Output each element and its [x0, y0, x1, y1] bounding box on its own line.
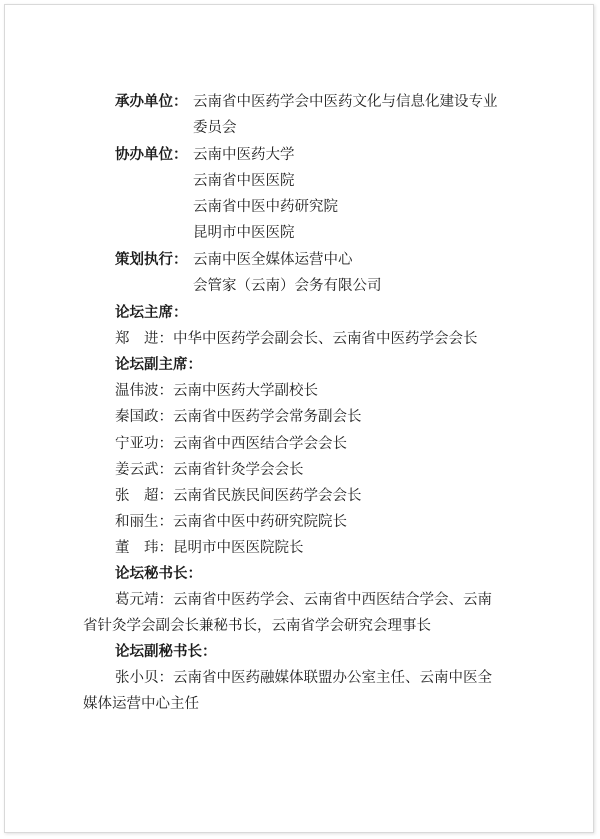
co-organizer-item: 云南中医药大学 — [193, 147, 295, 163]
secretary-general-label: 论坛秘书长： — [115, 565, 202, 582]
deputy-secretary-line-1: 张小贝：云南省中医药融媒体联盟办公室主任、云南中医全 — [115, 670, 492, 686]
vice-chairman-item: 姜云武：云南省针灸学会会长 — [115, 462, 304, 478]
vice-chairman-item: 董 玮：昆明市中医医院院长 — [115, 540, 304, 556]
co-organizer-item: 云南省中医中药研究院 — [193, 199, 338, 215]
co-organizer-item: 昆明市中医医院 — [193, 225, 295, 241]
vice-chairman-item: 和丽生：云南省中医中药研究院院长 — [115, 514, 347, 530]
document-page — [4, 4, 594, 833]
secretary-general-line-1: 葛元靖：云南省中医药学会、云南省中西医结合学会、云南 — [115, 592, 492, 608]
planning-item: 会管家（云南）会务有限公司 — [193, 278, 382, 294]
vice-chairmen-label: 论坛副主席： — [115, 356, 202, 373]
chairman-label: 论坛主席： — [115, 304, 188, 321]
organizer-label: 承办单位： — [115, 93, 188, 110]
vice-chairman-item: 张 超：云南省民族民间医药学会会长 — [115, 488, 362, 504]
deputy-secretary-label: 论坛副秘书长： — [115, 643, 217, 660]
secretary-general-line-2: 省针灸学会副会长兼秘书长，云南省学会研究会理事长 — [83, 618, 431, 634]
chairman-line: 郑 进：中华中医药学会副会长、云南省中医药学会会长 — [115, 331, 478, 347]
deputy-secretary-line-2: 媒体运营中心主任 — [83, 696, 199, 712]
organizer-line-1: 云南省中医药学会中医药文化与信息化建设专业 — [193, 94, 498, 110]
vice-chairman-item: 宁亚功：云南省中西医结合学会会长 — [115, 436, 347, 452]
vice-chairman-item: 温伟波：云南中医药大学副校长 — [115, 383, 318, 399]
co-organizers-label: 协办单位： — [115, 146, 188, 163]
planning-label: 策划执行： — [115, 251, 188, 268]
vice-chairman-item: 秦国政：云南省中医药学会常务副会长 — [115, 409, 362, 425]
co-organizer-item: 云南省中医医院 — [193, 173, 295, 189]
organizer-line-2: 委员会 — [193, 120, 237, 136]
planning-item: 云南中医全媒体运营中心 — [193, 252, 353, 268]
